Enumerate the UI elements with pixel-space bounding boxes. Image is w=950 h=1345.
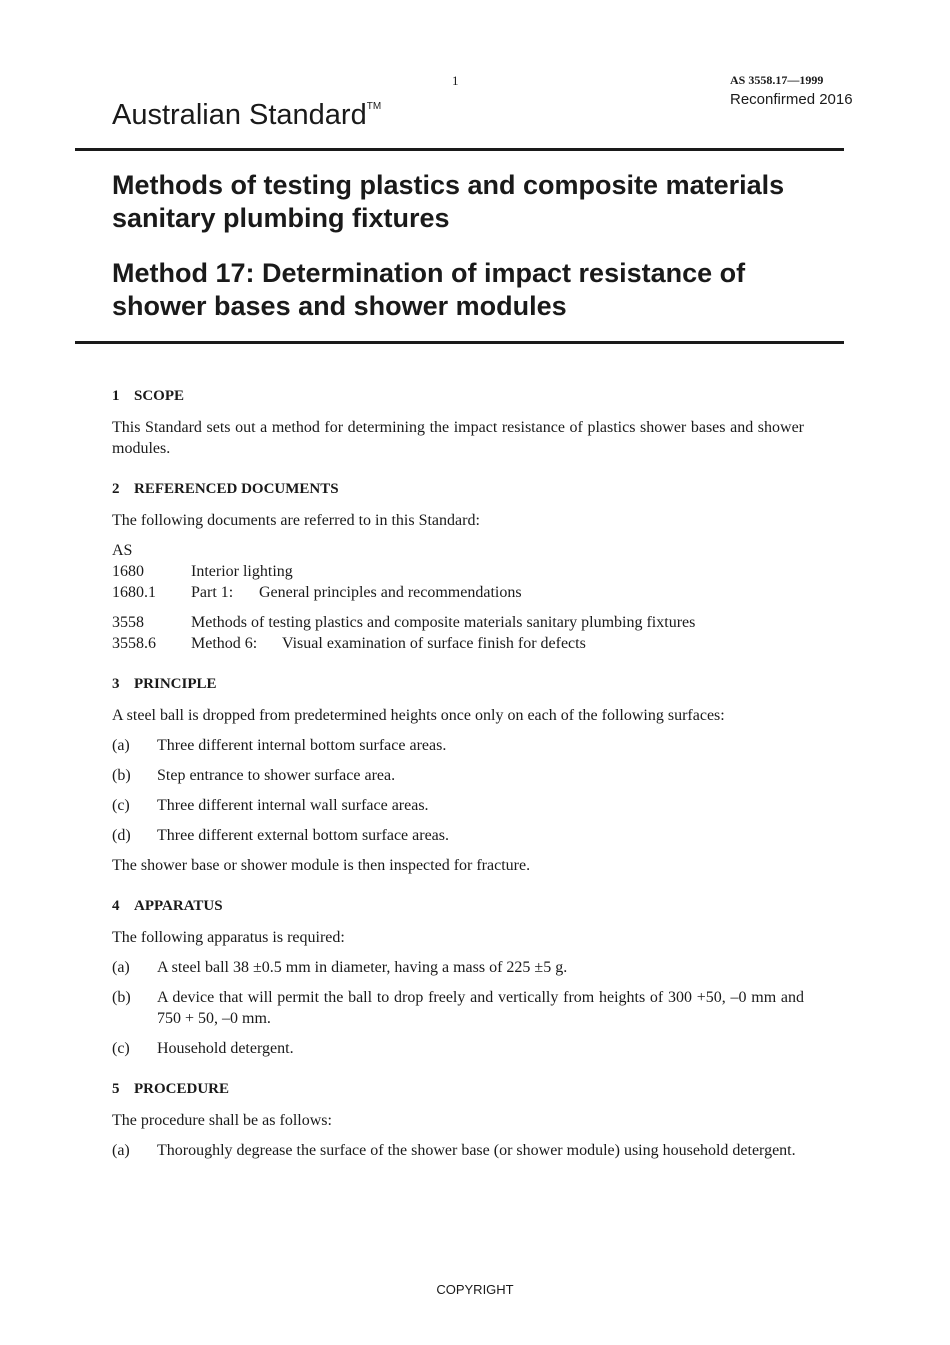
reference-row: 1680.1 Part 1: General principles and recommendations [112, 584, 522, 601]
section-heading-apparatus: 4 APPARATUS [112, 898, 223, 914]
trademark-mark: TM [366, 101, 382, 112]
list-item: (a) A steel ball 38 ±0.5 mm in diameter, having a mass of 225 ±5 g. [112, 959, 568, 976]
principle-intro: A steel ball is dropped from predetermined heights once only on each of the following surfaces: [112, 707, 725, 724]
reference-row: 1680 Interior lighting [112, 563, 293, 580]
standard-code: AS 3558.17—1999 [730, 73, 824, 87]
list-item: (a) Three different internal bottom surface areas. [112, 737, 447, 754]
list-item: (a) Thoroughly degrease the surface of the shower base (or shower module) using household detergent. [112, 1142, 796, 1159]
principle-outro: The shower base or shower module is then inspected for fracture. [112, 857, 531, 874]
document-title: Methods of testing plastics and composite materials sanitary plumbing fixtures [112, 170, 785, 233]
document-body [112, 386, 804, 1161]
scope-text: This Standard sets out a method for determining the impact resistance of plastics shower bases and shower modules. [112, 419, 804, 457]
section-heading-principle: 3 PRINCIPLE [112, 676, 217, 692]
footer-copyright: COPYRIGHT [436, 1282, 514, 1297]
list-item: (b) A device that will permit the ball to drop freely and vertically from heights of 300 +50, –0 mm and 750 + 50, –0 mm. [112, 989, 804, 1027]
reference-row: 3558 Methods of testing plastics and composite materials sanitary plumbing fixtures [112, 614, 696, 631]
section-heading-procedure: 5 PROCEDURE [112, 1081, 230, 1097]
apparatus-intro: The following apparatus is required: [112, 929, 345, 946]
method-title: Method 17: Determination of impact resistance of shower bases and shower modules [112, 258, 746, 321]
bottom-divider [75, 341, 844, 344]
page-number: 1 [452, 73, 459, 88]
section-heading-scope: 1 SCOPE [112, 388, 185, 404]
list-item: (b) Step entrance to shower surface area. [112, 767, 396, 784]
reference-row: 3558.6 Method 6: Visual examination of surface finish for defects [112, 635, 586, 652]
reference-prefix: AS [112, 542, 133, 559]
list-item: (c) Household detergent. [112, 1040, 294, 1057]
list-item: (d) Three different external bottom surface areas. [112, 827, 449, 844]
top-divider [75, 148, 844, 151]
referenced-intro: The following documents are referred to in this Standard: [112, 512, 480, 529]
brand-text: Australian Standard [112, 99, 367, 131]
reconfirmed-note: Reconfirmed 2016 [730, 91, 853, 108]
procedure-intro: The procedure shall be as follows: [112, 1112, 332, 1129]
list-item: (c) Three different internal wall surface areas. [112, 797, 429, 814]
section-heading-referenced-documents: 2 REFERENCED DOCUMENTS [112, 481, 339, 497]
brand-title [112, 99, 381, 132]
